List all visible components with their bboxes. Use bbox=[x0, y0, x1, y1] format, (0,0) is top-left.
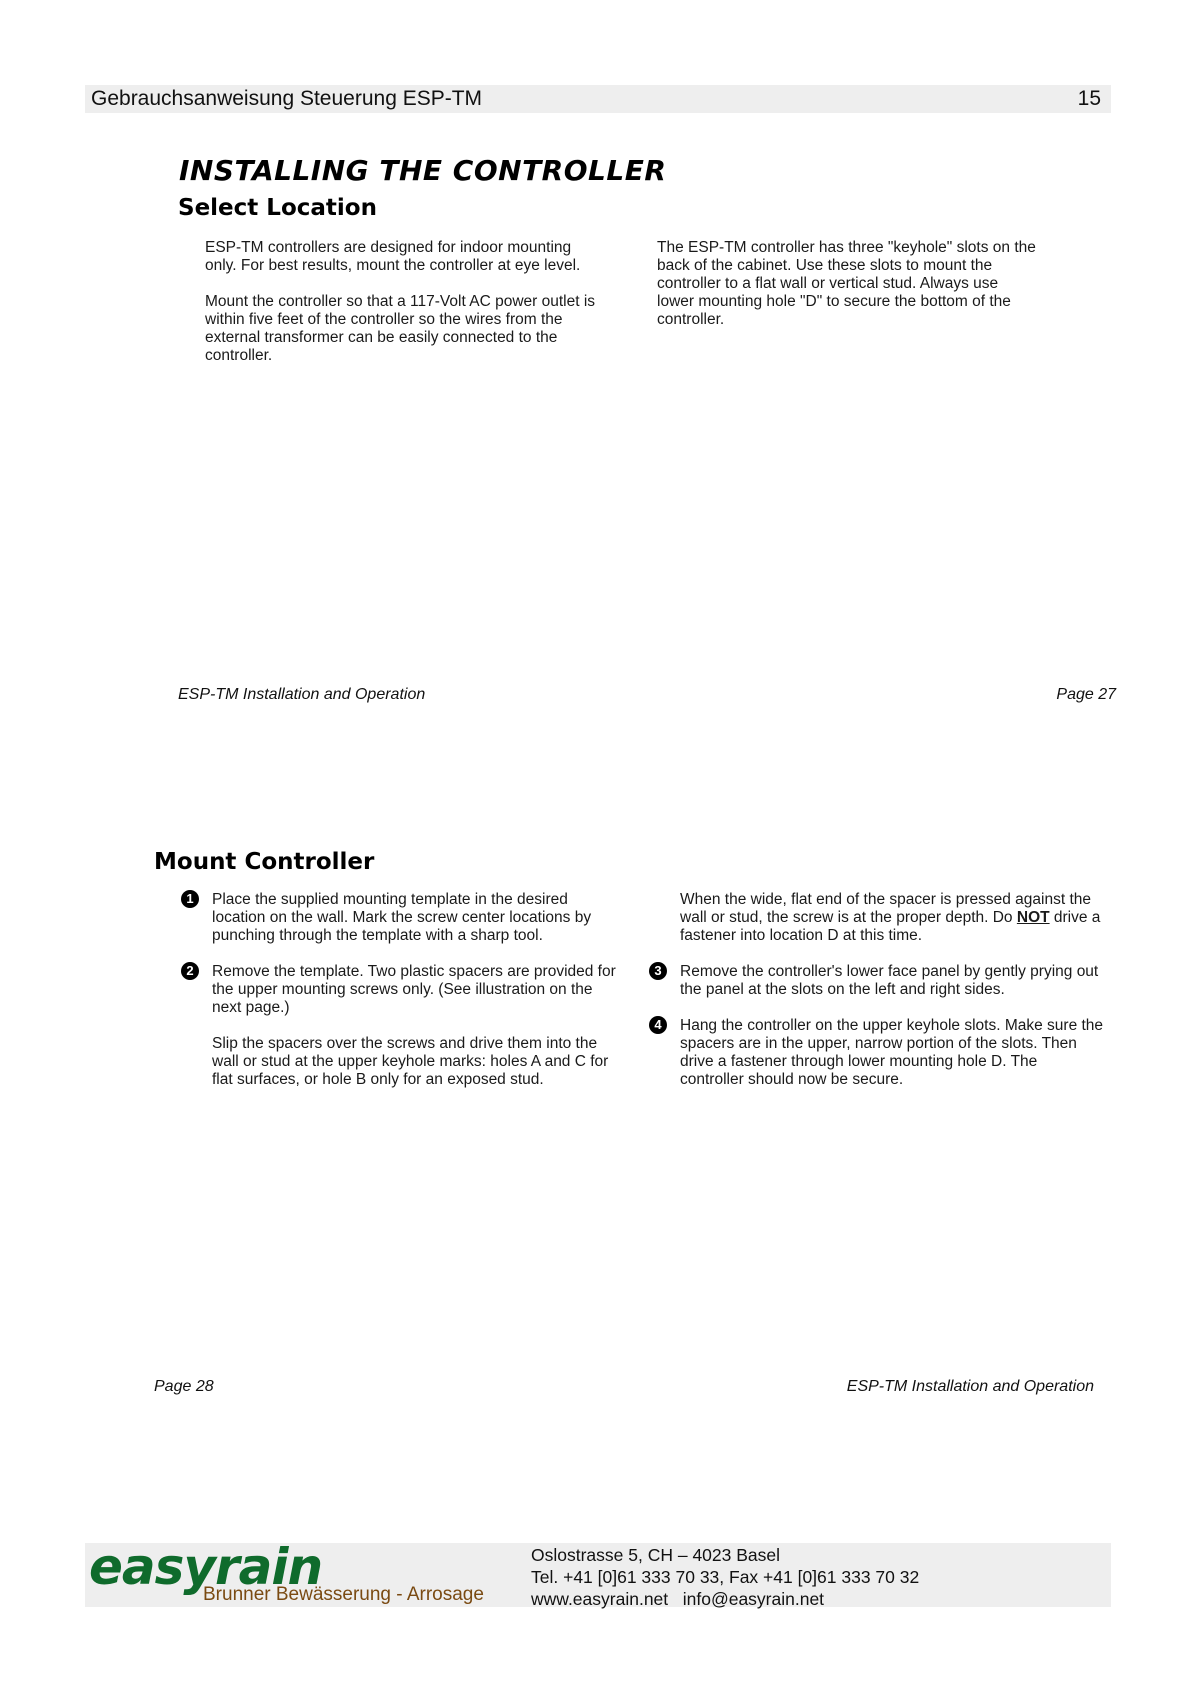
footer-title: ESP-TM Installation and Operation bbox=[178, 686, 426, 703]
company-tagline: Brunner Bewässerung - Arrosage bbox=[203, 1584, 484, 1605]
page-number: 15 bbox=[1077, 87, 1101, 110]
step-4-number: 4 bbox=[649, 1016, 667, 1034]
footer-page: Page 27 bbox=[1056, 686, 1116, 703]
easyrain-logo: easyrain bbox=[89, 1538, 323, 1596]
step-3-text: Remove the controller's lower face panel by gently prying out the panel at the slots on the left and right sides. bbox=[680, 963, 1099, 998]
footer-title-2: ESP-TM Installation and Operation bbox=[846, 1378, 1094, 1395]
page-header bbox=[85, 85, 1111, 113]
subsection-title: Select Location bbox=[178, 195, 377, 221]
step-1-number: 1 bbox=[181, 890, 199, 908]
company-web: www.easyrain.net info@easyrain.net bbox=[531, 1589, 825, 1609]
step-2-text: Remove the template. Two plastic spacers are provided for the upper mounting screws only. (See illustration on the next page.) bbox=[212, 963, 616, 1016]
spacer-depth-note: When the wide, flat end of the spacer is pressed against the wall or stud, the screw is at the proper depth. Do NOT drive a fastener into location D at this time. bbox=[680, 891, 1101, 944]
step-3-number: 3 bbox=[649, 962, 667, 980]
company-footer bbox=[85, 1538, 1111, 1609]
company-contact bbox=[531, 1544, 919, 1610]
document-title: Gebrauchsanweisung Steuerung ESP-TM bbox=[91, 87, 483, 110]
step-2-extra: Slip the spacers over the screws and drive them into the wall or stud at the upper keyhole marks: holes A and C for flat surfaces, or hole B only for an exposed stud. bbox=[212, 1035, 609, 1088]
step-4-text: Hang the controller on the upper keyhole slots. Make sure the spacers are in the upper, narrow portion of the slots. Then drive a fastener through lower mounting hole D. The controller should now be secure. bbox=[680, 1017, 1104, 1088]
mount-controller-title: Mount Controller bbox=[154, 849, 375, 875]
company-address: Oslostrasse 5, CH – 4023 Basel bbox=[531, 1545, 781, 1565]
company-phone: Tel. +41 [0]61 333 70 33, Fax +41 [0]61 333 70 32 bbox=[531, 1567, 920, 1587]
select-location-para-1: ESP-TM controllers are designed for indoor mounting only. For best results, mount the controller at eye level. bbox=[205, 239, 581, 274]
footer-page-2: Page 28 bbox=[154, 1378, 214, 1395]
keyhole-slots-para: The ESP-TM controller has three "keyhole" slots on the back of the cabinet. Use these slots to mount the controller to a flat wall or vertical stud. Always use lower mounting hole "D" to secure the bottom of the controller. bbox=[657, 239, 1036, 328]
not-emphasis: NOT bbox=[1016, 909, 1050, 926]
step-1-text: Place the supplied mounting template in the desired location on the wall. Mark the screw center locations by punching through the template with a sharp tool. bbox=[212, 891, 592, 944]
step-2-number: 2 bbox=[181, 962, 199, 980]
section-title: INSTALLING THE CONTROLLER bbox=[179, 154, 667, 187]
select-location-para-2: Mount the controller so that a 117-Volt AC power outlet is within five feet of the controller so the wires from the external transformer can be easily connected to the controller. bbox=[205, 293, 596, 364]
